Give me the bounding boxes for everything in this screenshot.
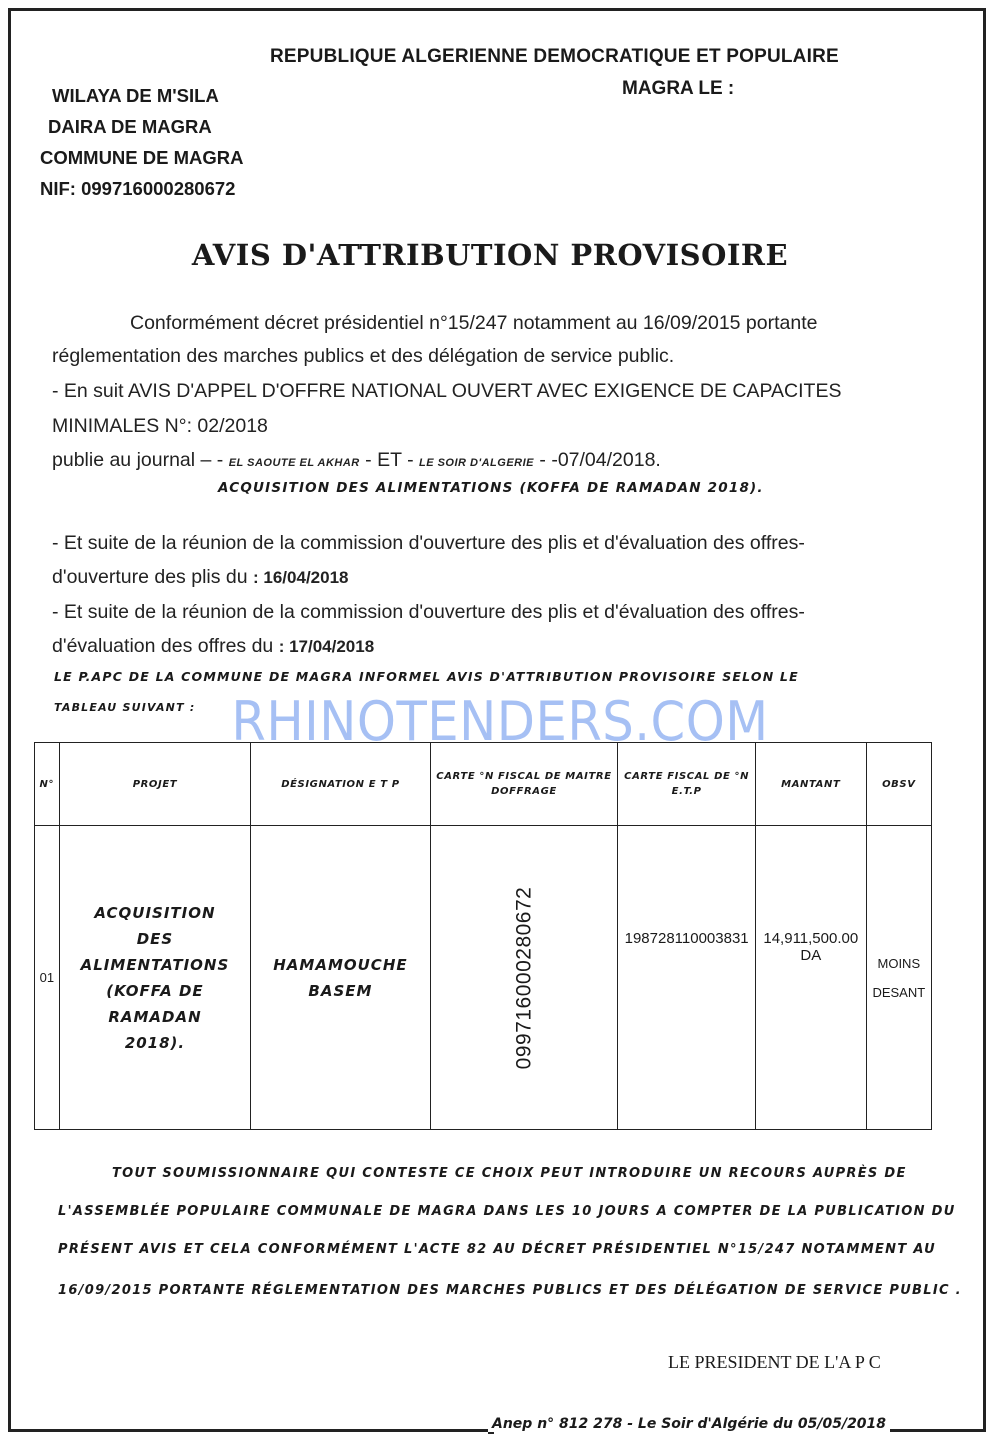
header-designation: DÉSIGNATION E T P (251, 743, 430, 826)
obs-line-1: MOINS (877, 955, 921, 971)
publication-mid: - ET - (365, 449, 414, 471)
decree-line-2: réglementation des marches publics et des délégation de service public. (52, 345, 675, 367)
header-carte-mo: CARTE °N FISCAL DE MAITRE DOFFRAGE (430, 743, 618, 826)
watermark: RHINOTENDERS.COM (231, 690, 769, 753)
closing-line-4: 16/09/2015 PORTANTE RÉGLEMENTATION DES MARCHES PUBLICS ET DES DÉLÉGATION DE SERVICE PUBLIC . (58, 1283, 962, 1298)
cell-obs (866, 826, 931, 1130)
award-table (34, 742, 932, 1130)
cell-designation: HAMAMOUCHE BASEM (251, 826, 430, 1130)
evaluation-date: : 17/04/2018 (278, 637, 375, 656)
tender-line-1: - En suit AVIS D'APPEL D'OFFRE NATIONAL OUVERT AVEC EXIGENCE DE CAPACITES (52, 380, 842, 402)
journal-el-saoute: EL SAOUTE EL AKHAR (228, 457, 360, 469)
signature: LE PRESIDENT DE L'A P C (668, 1352, 881, 1372)
place-date: MAGRA LE : (622, 78, 735, 99)
header-carte-etp: CARTE FISCAL DE °N E.T.P (618, 743, 756, 826)
carte-mo-value: 099716000280672 (511, 886, 535, 1069)
header-projet: PROJET (59, 743, 251, 826)
opening-date: : 16/04/2018 (253, 568, 349, 587)
nif-line: NIF: 099716000280672 (40, 178, 236, 199)
administration-block (40, 80, 244, 204)
footer-reference: Anep n° 812 278 - Le Soir d'Algérie du 05/05/2018 (488, 1416, 890, 1432)
cell-projet: ACQUISITION DES ALIMENTATIONS (KOFFA DE RAMADAN 2018). (59, 826, 251, 1130)
closing-line-3: PRÉSENT AVIS ET CELA CONFORMÉMENT L'ACTE 82 AU DÉCRET PRÉSIDENTIEL N°15/247 NOTAMMENT AU (58, 1242, 936, 1257)
daira-line: DAIRA DE MAGRA (48, 116, 212, 137)
cell-num: 01 (35, 826, 60, 1130)
publication-line (52, 449, 661, 472)
opening-line-2 (52, 566, 348, 589)
publication-prefix: publie au journal – - (52, 449, 224, 471)
header-obs: OBSV (866, 743, 931, 826)
closing-line-1: TOUT SOUMISSIONNAIRE QUI CONTESTE CE CHOIX PEUT INTRODUIRE UN RECOURS AUPRÈS DE (112, 1166, 907, 1181)
cell-carte-mo (430, 826, 618, 1130)
opening-line-1: - Et suite de la réunion de la commission d'ouverture des plis et d'évaluation des offres- (52, 532, 805, 554)
cell-montant: 14,911,500.00 DA (755, 826, 866, 1130)
obs-line-2: DESANT (872, 984, 926, 1000)
publication-date: - -07/04/2018. (539, 449, 661, 471)
decree-line-1: Conformément décret présidentiel n°15/247 notamment au 16/09/2015 portante (130, 312, 818, 334)
page-title: AVIS D'ATTRIBUTION PROVISOIRE (191, 238, 789, 272)
evaluation-line-2 (52, 635, 374, 658)
table-row (35, 826, 932, 1130)
tender-line-2: MINIMALES N°: 02/2018 (52, 415, 268, 437)
journal-le-soir: LE SOIR D'ALGERIE (418, 457, 534, 469)
closing-line-2: L'ASSEMBLÉE POPULAIRE COMMUNALE DE MAGRA DANS LES 10 JOURS A COMPTER DE LA PUBLICATION DU (58, 1204, 956, 1219)
evaluation-label: d'évaluation des offres du (52, 635, 279, 657)
wilaya-line: WILAYA DE M'SILA (52, 85, 219, 106)
tender-object: ACQUISITION DES ALIMENTATIONS (KOFFA DE RAMADAN 2018). (218, 480, 764, 496)
announcement-line-1: LE P.APC DE LA COMMUNE DE MAGRA INFORMEL AVIS D'ATTRIBUTION PROVISOIRE SELON LE (54, 669, 799, 684)
republic-heading: REPUBLIQUE ALGERIENNE DEMOCRATIQUE ET POPULAIRE (270, 46, 839, 67)
header-num: N° (35, 743, 60, 826)
header-montant: MANTANT (755, 743, 866, 826)
cell-carte-etp: 198728110003831 (618, 826, 756, 1130)
commune-line: COMMUNE DE MAGRA (40, 147, 244, 168)
announcement-line-2: TABLEAU SUIVANT : (54, 701, 196, 714)
evaluation-line-1: - Et suite de la réunion de la commission d'ouverture des plis et d'évaluation des offres- (52, 601, 805, 623)
table-header-row (35, 743, 932, 826)
opening-label: d'ouverture des plis du (52, 566, 254, 588)
